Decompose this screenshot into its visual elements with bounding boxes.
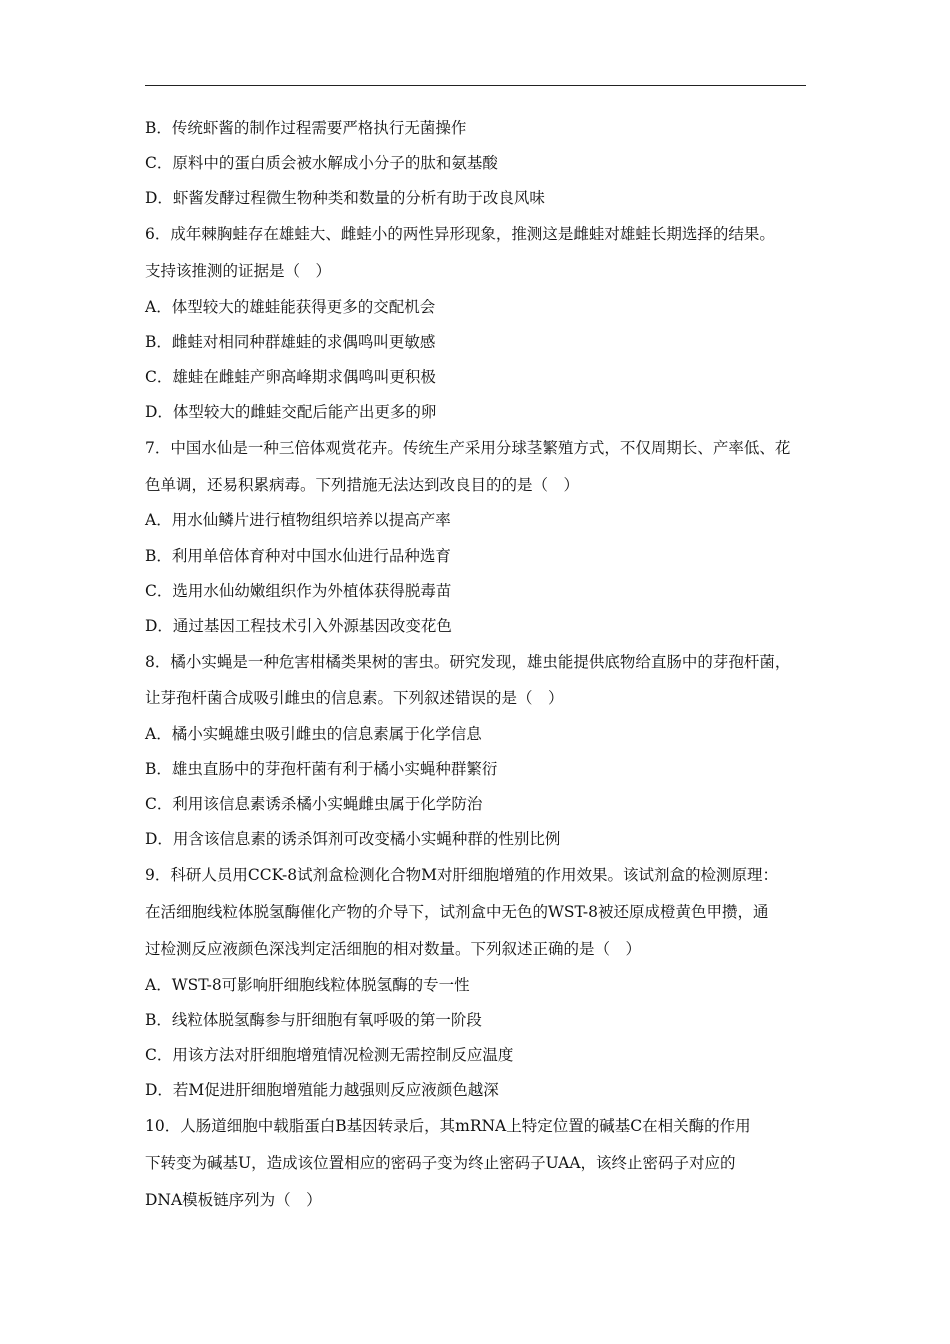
question-10-stem-line-1: 10．人肠道细胞中载脂蛋白B基因转录后，其mRNA上特定位置的碱基C在相关酶的作用 [145,1117,751,1135]
question-10-stem-line-3: DNA模板链序列为（ ） [145,1191,322,1209]
question-9-stem-line-1: 9．科研人员用CCK-8试剂盒检测化合物M对肝细胞增殖的作用效果。该试剂盒的检测原理： [145,866,779,884]
option-8d: D．用含该信息素的诱杀饵剂可改变橘小实蝇种群的性别比例 [145,830,561,848]
question-8-stem-line-1: 8．橘小实蝇是一种危害柑橘类果树的害虫。研究发现，雄虫能提供底物给直肠中的芽孢杆菌， [145,653,791,671]
question-9-stem-line-2: 在活细胞线粒体脱氢酶催化产物的介导下，试剂盒中无色的WST-8被还原成橙黄色甲攒，通 [145,903,769,921]
question-8-stem-line-2: 让芽孢杆菌合成吸引雌虫的信息素。下列叙述错误的是（ ） [145,689,564,707]
option-7b: B．利用单倍体育种对中国水仙进行品种选育 [145,547,451,565]
question-7-stem-line-2: 色单调，还易积累病毒。下列措施无法达到改良目的的是（ ） [145,476,580,494]
option-5d: D．虾酱发酵过程微生物种类和数量的分析有助于改良风味 [145,189,545,207]
option-7a: A．用水仙鳞片进行植物组织培养以提高产率 [145,511,451,529]
option-6d: D．体型较大的雌蛙交配后能产出更多的卵 [145,403,437,421]
question-7-stem-line-1: 7．中国水仙是一种三倍体观赏花卉。传统生产采用分球茎繁殖方式，不仅周期长、产率低、花 [145,439,791,457]
question-10-stem-line-2: 下转变为碱基U，造成该位置相应的密码子变为终止密码子UAA，该终止密码子对应的 [145,1154,736,1172]
option-9c: C．用该方法对肝细胞增殖情况检测无需控制反应温度 [145,1046,514,1064]
option-9b: B．线粒体脱氢酶参与肝细胞有氧呼吸的第一阶段 [145,1011,482,1029]
option-8a: A．橘小实蝇雄虫吸引雌虫的信息素属于化学信息 [145,725,482,743]
option-7d: D．通过基因工程技术引入外源基因改变花色 [145,617,452,635]
option-8c: C．利用该信息素诱杀橘小实蝇雌虫属于化学防治 [145,795,483,813]
option-5c: C．原料中的蛋白质会被水解成小分子的肽和氨基酸 [145,154,498,172]
option-9d: D．若M促进肝细胞增殖能力越强则反应液颜色越深 [145,1081,499,1099]
option-6b: B．雌蛙对相同种群雄蛙的求偶鸣叫更敏感 [145,333,436,351]
question-6-stem-line-1: 6．成年棘胸蛙存在雄蛙大、雌蛙小的两性异形现象，推测这是雌蛙对雄蛙长期选择的结果。 [145,225,775,243]
option-7c: C．选用水仙幼嫩组织作为外植体获得脱毒苗 [145,582,452,600]
option-5b: B．传统虾酱的制作过程需要严格执行无菌操作 [145,119,467,137]
question-9-stem-line-3: 过检测反应液颜色深浅判定活细胞的相对数量。下列叙述正确的是（ ） [145,940,642,958]
option-6a: A．体型较大的雄蛙能获得更多的交配机会 [145,298,436,316]
question-6-stem-line-2: 支持该推测的证据是（ ） [145,262,332,280]
option-8b: B．雄虫直肠中的芽孢杆菌有利于橘小实蝇种群繁衍 [145,760,498,778]
option-9a: A．WST-8可影响肝细胞线粒体脱氢酶的专一性 [145,976,470,994]
header-rule [145,85,806,86]
option-6c: C．雄蛙在雌蛙产卵高峰期求偶鸣叫更积极 [145,368,436,386]
